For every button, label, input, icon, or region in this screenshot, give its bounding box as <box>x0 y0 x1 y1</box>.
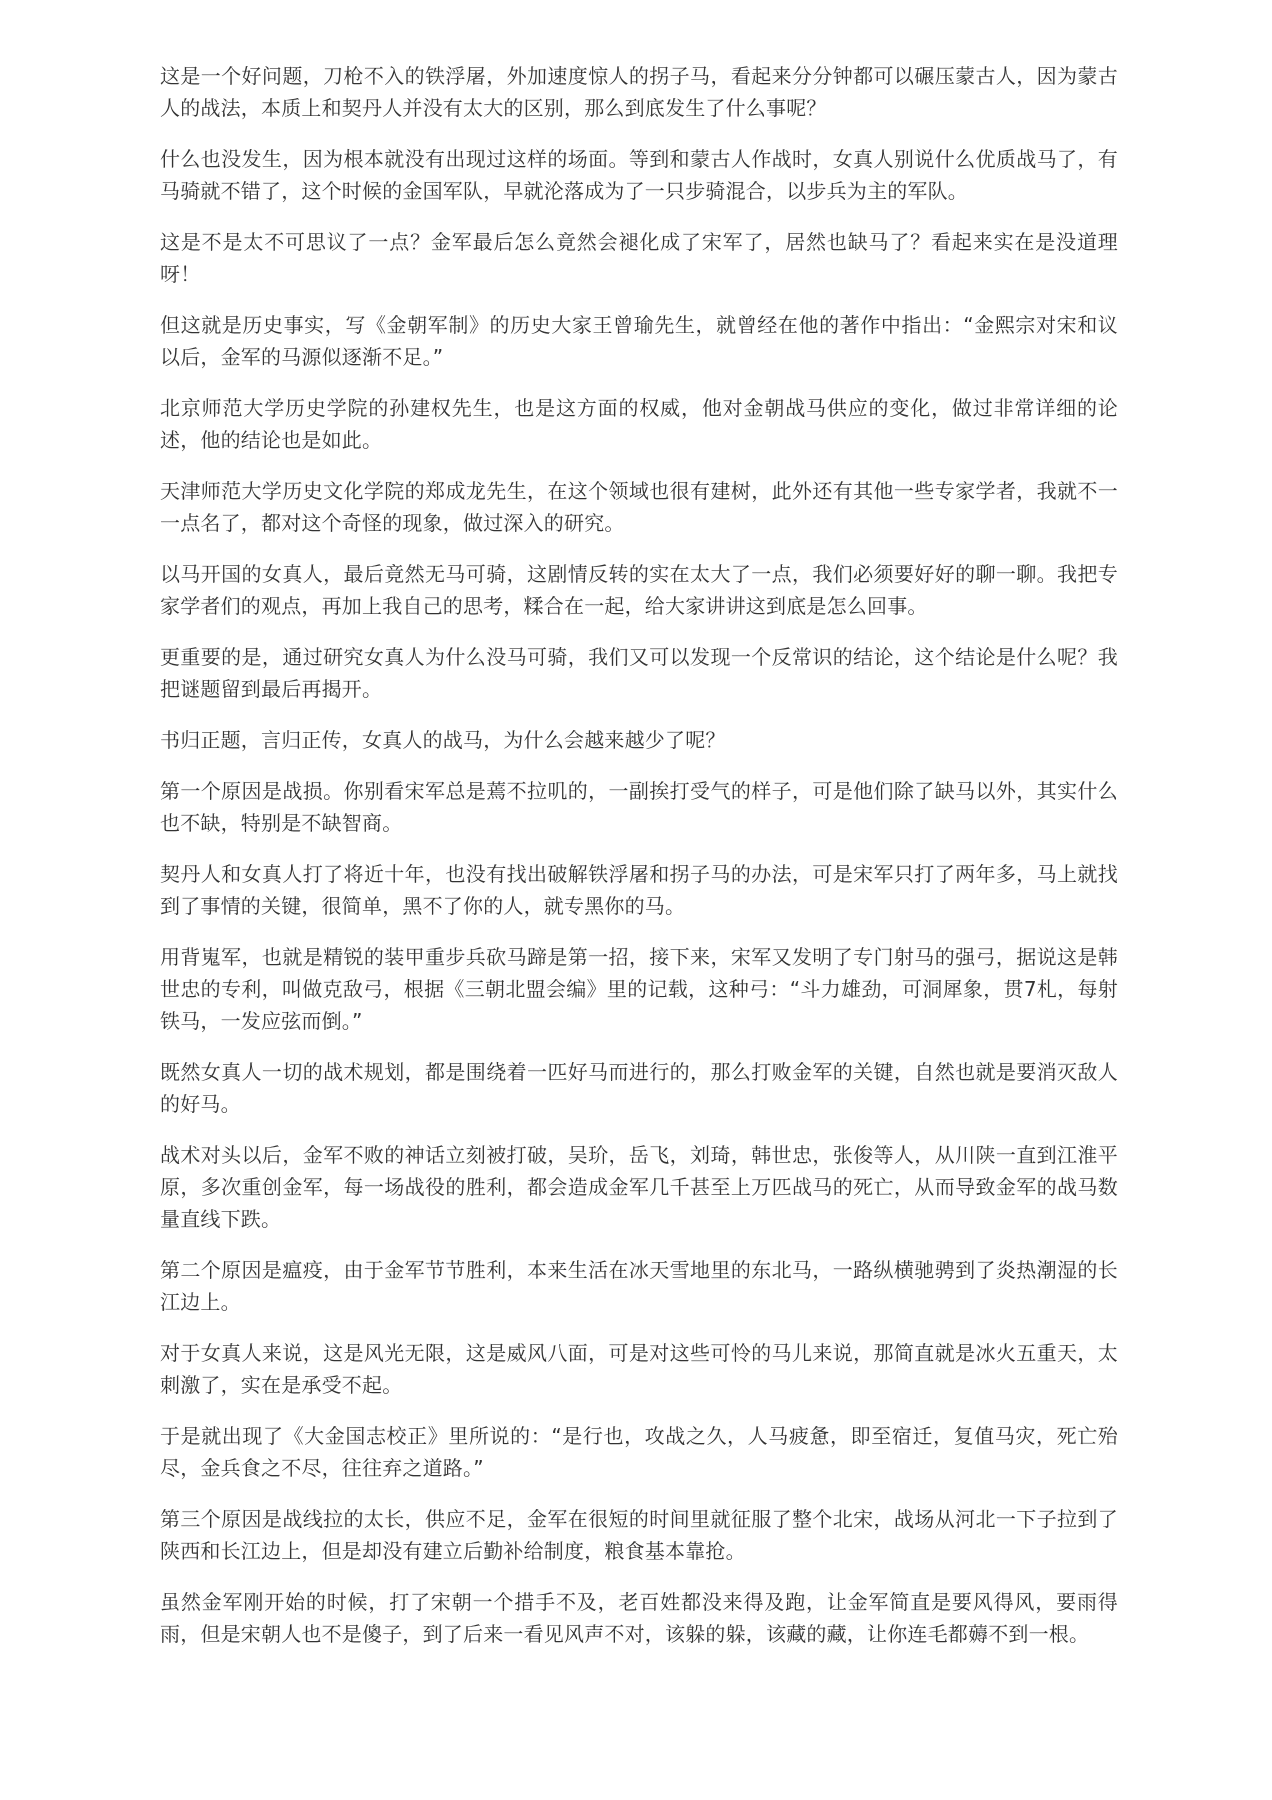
paragraph: 第一个原因是战损。你别看宋军总是蔫不拉叽的，一副挨打受气的样子，可是他们除了缺马以外，其实什么也不缺，特别是不缺智商。 <box>160 779 1118 835</box>
paragraph: 这是一个好问题，刀枪不入的铁浮屠，外加速度惊人的拐子马，看起来分分钟都可以碾压蒙古人，因为蒙古人的战法，本质上和契丹人并没有太大的区别，那么到底发生了什么事呢？ <box>160 64 1118 120</box>
paragraph: 天津师范大学历史文化学院的郑成龙先生，在这个领域也很有建树，此外还有其他一些专家学者，我就不一一点名了，都对这个奇怪的现象，做过深入的研究。 <box>160 479 1118 535</box>
paragraph: 战术对头以后，金军不败的神话立刻被打破，吴玠，岳飞，刘琦，韩世忠，张俊等人，从川陕一直到江淮平原，多次重创金军，每一场战役的胜利，都会造成金军几千甚至上万匹战马的死亡，从而导致金军的战马数量直线下跌。 <box>160 1143 1118 1231</box>
paragraph: 对于女真人来说，这是风光无限，这是威风八面，可是对这些可怜的马儿来说，那简直就是冰火五重天，太刺激了，实在是承受不起。 <box>160 1341 1118 1397</box>
paragraph: 这是不是太不可思议了一点？金军最后怎么竟然会褪化成了宋军了，居然也缺马了？看起来实在是没道理呀！ <box>160 230 1118 286</box>
paragraph: 用背嵬军，也就是精锐的装甲重步兵砍马蹄是第一招，接下来，宋军又发明了专门射马的强弓，据说这是韩世忠的专利，叫做克敌弓，根据《三朝北盟会编》里的记载，这种弓：“斗力雄劲，可洞犀象，贯7札，每射铁马，一发应弦而倒。” <box>160 945 1118 1033</box>
article-body <box>160 60 1118 1669</box>
paragraph: 但这就是历史事实，写《金朝军制》的历史大家王曾瑜先生，就曾经在他的著作中指出：“金熙宗对宋和议以后，金军的马源似逐渐不足。” <box>160 313 1118 369</box>
paragraph: 以马开国的女真人，最后竟然无马可骑，这剧情反转的实在太大了一点，我们必须要好好的聊一聊。我把专家学者们的观点，再加上我自己的思考，糅合在一起，给大家讲讲这到底是怎么回事。 <box>160 562 1118 618</box>
paragraph: 虽然金军刚开始的时候，打了宋朝一个措手不及，老百姓都没来得及跑，让金军简直是要风得风，要雨得雨，但是宋朝人也不是傻子，到了后来一看见风声不对，该躲的躲，该藏的藏，让你连毛都薅不到一根。 <box>160 1590 1118 1646</box>
paragraph: 第三个原因是战线拉的太长，供应不足，金军在很短的时间里就征服了整个北宋，战场从河北一下子拉到了陕西和长江边上，但是却没有建立后勤补给制度，粮食基本靠抢。 <box>160 1507 1118 1563</box>
paragraph: 什么也没发生，因为根本就没有出现过这样的场面。等到和蒙古人作战时，女真人别说什么优质战马了，有马骑就不错了，这个时候的金国军队，早就沦落成为了一只步骑混合，以步兵为主的军队。 <box>160 147 1118 203</box>
paragraph: 契丹人和女真人打了将近十年，也没有找出破解铁浮屠和拐子马的办法，可是宋军只打了两年多，马上就找到了事情的关键，很简单，黑不了你的人，就专黑你的马。 <box>160 862 1118 918</box>
paragraph: 于是就出现了《大金国志校正》里所说的：“是行也，攻战之久，人马疲惫，即至宿迁，复值马灾，死亡殆尽，金兵食之不尽，往往弃之道路。” <box>160 1424 1118 1480</box>
paragraph: 更重要的是，通过研究女真人为什么没马可骑，我们又可以发现一个反常识的结论，这个结论是什么呢？我把谜题留到最后再揭开。 <box>160 645 1118 701</box>
paragraph: 第二个原因是瘟疫，由于金军节节胜利，本来生活在冰天雪地里的东北马，一路纵横驰骋到了炎热潮湿的长江边上。 <box>160 1258 1118 1314</box>
paragraph: 既然女真人一切的战术规划，都是围绕着一匹好马而进行的，那么打败金军的关键，自然也就是要消灭敌人的好马。 <box>160 1060 1118 1116</box>
paragraph: 北京师范大学历史学院的孙建权先生，也是这方面的权威，他对金朝战马供应的变化，做过非常详细的论述，他的结论也是如此。 <box>160 396 1118 452</box>
paragraph: 书归正题，言归正传，女真人的战马，为什么会越来越少了呢？ <box>160 728 726 752</box>
